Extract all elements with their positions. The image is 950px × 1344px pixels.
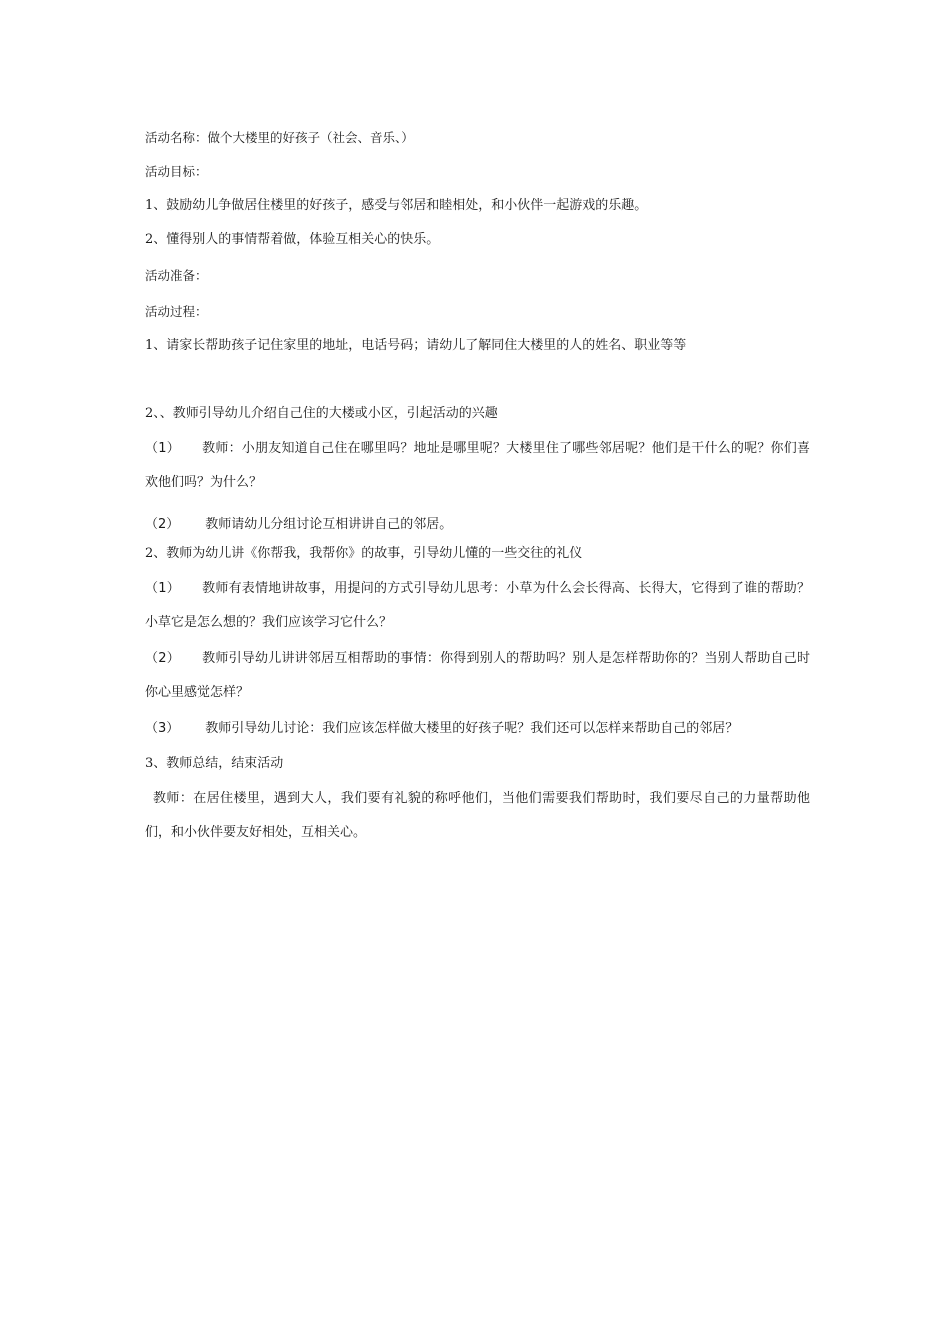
item-number: （3）: [145, 721, 180, 736]
item-text: 教师引导幼儿讨论：我们应该怎样做大楼里的好孩子呢？我们还可以怎样来帮助自己的邻居？: [205, 721, 739, 736]
process-step-3-item-2: [145, 642, 810, 710]
process-step-3-heading: 2、教师为幼儿讲《你帮我，我帮你》的故事，引导幼儿懂的一些交往的礼仪: [145, 546, 583, 561]
goal-item-2: 2、懂得别人的事情帮着做，体验互相关心的快乐。: [145, 232, 440, 247]
item-number: （1）: [145, 441, 180, 456]
prep-heading: 活动准备：: [145, 268, 208, 283]
process-step-2-item-1: [145, 432, 810, 500]
process-step-3-item-3: [145, 712, 810, 746]
item-number: （1）: [145, 581, 180, 596]
process-step-2-heading: 2、、教师引导幼儿介绍自己住的大楼或小区，引起活动的兴趣: [145, 406, 498, 421]
item-text: 教师引导幼儿讲讲邻居互相帮助的事情：你得到别人的帮助吗？别人是怎样帮助你的？当别人帮助自己时你心里感觉怎样？: [145, 651, 810, 700]
process-step-1: 1、请家长帮助孩子记住家里的地址，电话号码；请幼儿了解同住大楼里的人的姓名、职业等等: [145, 338, 687, 353]
item-text: 教师请幼儿分组讨论互相讲讲自己的邻居。: [205, 517, 453, 532]
activity-title: 活动名称：做个大楼里的好孩子（社会、音乐、）: [145, 130, 414, 145]
process-heading: 活动过程：: [145, 304, 208, 319]
process-step-3-item-1: [145, 572, 810, 640]
goal-item-1: 1、鼓励幼儿争做居住楼里的好孩子，感受与邻居和睦相处，和小伙伴一起游戏的乐趣。: [145, 198, 648, 213]
process-step-4-heading: 3、教师总结，结束活动: [145, 756, 284, 771]
item-text: 教师：小朋友知道自己住在哪里吗？地址是哪里呢？大楼里住了哪些邻居呢？他们是干什么的呢？你们喜欢他们吗？为什么？: [145, 441, 810, 490]
item-number: （2）: [145, 517, 180, 532]
item-text: 教师有表情地讲故事，用提问的方式引导幼儿思考：小草为什么会长得高、长得大，它得到了谁的帮助？小草它是怎么想的？我们应该学习它什么？: [145, 581, 810, 630]
item-number: （2）: [145, 651, 180, 666]
summary-paragraph: [145, 782, 810, 850]
process-step-2-item-2: [145, 508, 810, 542]
goals-heading: 活动目标：: [145, 164, 208, 179]
summary-text: 教师：在居住楼里，遇到大人，我们要有礼貌的称呼他们，当他们需要我们帮助时，我们要尽自己的力量帮助他们，和小伙伴要友好相处，互相关心。: [145, 791, 810, 840]
